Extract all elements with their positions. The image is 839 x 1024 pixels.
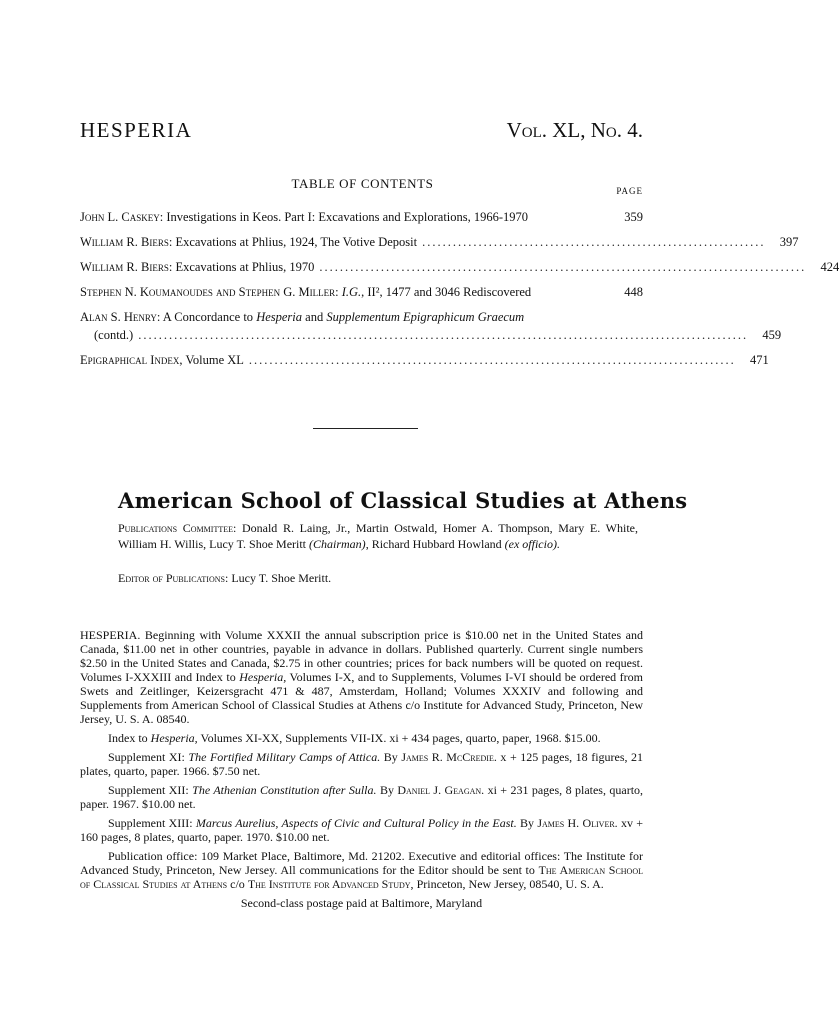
toc-entry	[80, 210, 643, 228]
leader-dots: ...................................................................	[422, 235, 766, 249]
text: By	[520, 816, 535, 830]
supplement-xi	[80, 750, 643, 778]
editor-name: Lucy T. Shoe Meritt.	[231, 571, 332, 585]
journal-title: HESPERIA	[80, 118, 193, 142]
text: xi + 231 pages, 8 plates, quarto, paper. 1967. $10.00 net.	[80, 783, 644, 811]
toc-entry	[80, 285, 643, 303]
supplement-xiii	[80, 816, 643, 844]
committee-members: Donald R. Laing, Jr., Martin Ostwald, Homer A. Thompson, Mary E. White, William H. Willis, Lucy T. Shoe Meritt	[118, 521, 638, 551]
toc-entry	[80, 353, 769, 371]
text-italic: The Athenian Constitution after Sulla.	[192, 783, 377, 797]
toc-author: William R. Biers:	[80, 235, 173, 249]
text: Supplement XII:	[108, 783, 189, 797]
toc-title: Excavations at Phlius, 1924, The Votive Deposit	[175, 235, 418, 249]
toc-entry	[80, 260, 839, 278]
text: Volumes I-X, and to Supplements, Volumes I-VI should be ordered from Swets and Zeitlinger, Keizersgracht 471 & 487, Amsterdam, Holland; Volumes XXXIV and following and Supplements from American School of Classical Studies at Athens c/o Institute for Advanced Study, Princeton, New Jersey, U. S. A. 08540.	[80, 670, 643, 726]
toc-entry-continuation	[80, 328, 782, 346]
author-name: James R. McCredie.	[401, 750, 497, 764]
text: x + 125 pages, 18 figures, 21 plates, quarto, paper. 1966. $7.50 net.	[80, 750, 644, 778]
author-name: Daniel J. Geagan.	[397, 783, 485, 797]
toc-author: Stephen N. Koumanoudes and Stephen G. Miller:	[80, 285, 339, 299]
masthead	[80, 118, 643, 148]
table-of-contents	[80, 210, 839, 378]
toc-author: Alan S. Henry:	[80, 310, 161, 324]
toc-title-italic: Supplementum Epigraphicum Graecum	[326, 310, 525, 324]
text: By	[379, 783, 394, 797]
text: Volumes XI-XX, Supplements VII-IX. xi + 434 pages, quarto, paper, 1968. $15.00.	[200, 731, 601, 745]
text-italic: Marcus Aurelius, Aspects of Civic and Cultural Policy in the East.	[195, 816, 517, 830]
volume-number: Vol. XL, No. 4.	[506, 118, 643, 142]
toc-author: William R. Biers:	[80, 260, 173, 274]
toc-title: (contd.)	[94, 328, 134, 342]
text: By	[383, 750, 398, 764]
subscription-paragraph	[80, 628, 643, 726]
page-column-label: PAGE	[616, 186, 643, 196]
text-small-caps: The Institute for Advanced Study,	[247, 877, 414, 891]
toc-title: , II², 1477 and 3046 Rediscovered	[361, 285, 532, 299]
toc-page: 424	[820, 260, 839, 274]
toc-page: 359	[624, 210, 643, 224]
school-name: American School of Classical Studies at Athens	[118, 488, 688, 513]
editor-of-publications	[118, 571, 331, 586]
chairman-note: (Chairman)	[309, 537, 366, 551]
postage-note: Second-class postage paid at Baltimore, Maryland	[240, 896, 483, 910]
toc-title-italic: I.G.	[341, 285, 362, 299]
toc-title: Volume XL	[185, 353, 244, 367]
text-small-caps: The American School of Classical Studies at Athens	[80, 863, 643, 891]
toc-title-italic: Hesperia	[256, 310, 303, 324]
leader-dots: ...............................................................................................	[248, 353, 736, 367]
publications-committee	[118, 520, 638, 552]
text-italic: Hesperia,	[150, 731, 198, 745]
toc-page: 397	[779, 235, 799, 249]
section-divider	[313, 428, 418, 429]
text: c/o	[230, 877, 245, 891]
subscription-info	[80, 628, 643, 915]
publication-office	[80, 849, 643, 891]
toc-page: 448	[624, 285, 643, 299]
toc-title: Investigations in Keos. Part I: Excavations and Explorations, 1966-1970	[166, 210, 529, 224]
committee-label: Publications Committee:	[118, 521, 237, 535]
text: Index to	[108, 731, 148, 745]
toc-title: and	[305, 310, 324, 324]
toc-author: Epigraphical Index,	[80, 353, 183, 367]
index-listing	[80, 731, 643, 745]
toc-entry	[80, 235, 799, 253]
toc-page: 459	[762, 328, 782, 342]
ex-officio-note: (ex officio).	[504, 537, 560, 551]
author-name: James H. Oliver.	[537, 816, 618, 830]
editor-label: Editor of Publications:	[118, 571, 229, 585]
text: Publication office: 109 Market Place, Baltimore, Md. 21202. Executive and editorial offices: The Institute for Advanced Study, Princeton, New Jersey. All communications for the Editor should be sent to	[80, 849, 643, 877]
leader-dots: ...............................................................................................	[319, 260, 807, 274]
text-italic: The Fortified Military Camps of Attica.	[188, 750, 381, 764]
toc-title: A Concordance to	[162, 310, 254, 324]
toc-heading: TABLE OF CONTENTS	[291, 176, 434, 191]
toc-page: 471	[750, 353, 769, 367]
supplement-xii	[80, 783, 643, 811]
text: Supplement XIII:	[108, 816, 193, 830]
toc-author: John L. Caskey:	[80, 210, 164, 224]
text: Supplement XI:	[108, 750, 185, 764]
leader-dots: .......................................................................................................................	[138, 328, 749, 342]
text: HESPERIA. Beginning with Volume XXXII the annual subscription price is $10.00 net in the United States and Canada, $11.00 net in other countries, payable in advance in dollars. Published quarterly. Current single numbers $2.50 in the United States and Canada, $2.75 in other countries; prices for back numbers will be quoted on request. Volumes I-XXXIII and Index to	[80, 628, 643, 684]
text: Princeton, New Jersey, 08540, U. S. A.	[416, 877, 604, 891]
text-italic: Hesperia,	[239, 670, 287, 684]
committee-members-cont: , Richard Hubbard Howland	[365, 537, 502, 551]
toc-title: Excavations at Phlius, 1970	[175, 260, 315, 274]
toc-entry	[80, 310, 643, 328]
text: xv + 160 pages, 8 plates, quarto, paper. 1970. $10.00 net.	[80, 816, 644, 844]
